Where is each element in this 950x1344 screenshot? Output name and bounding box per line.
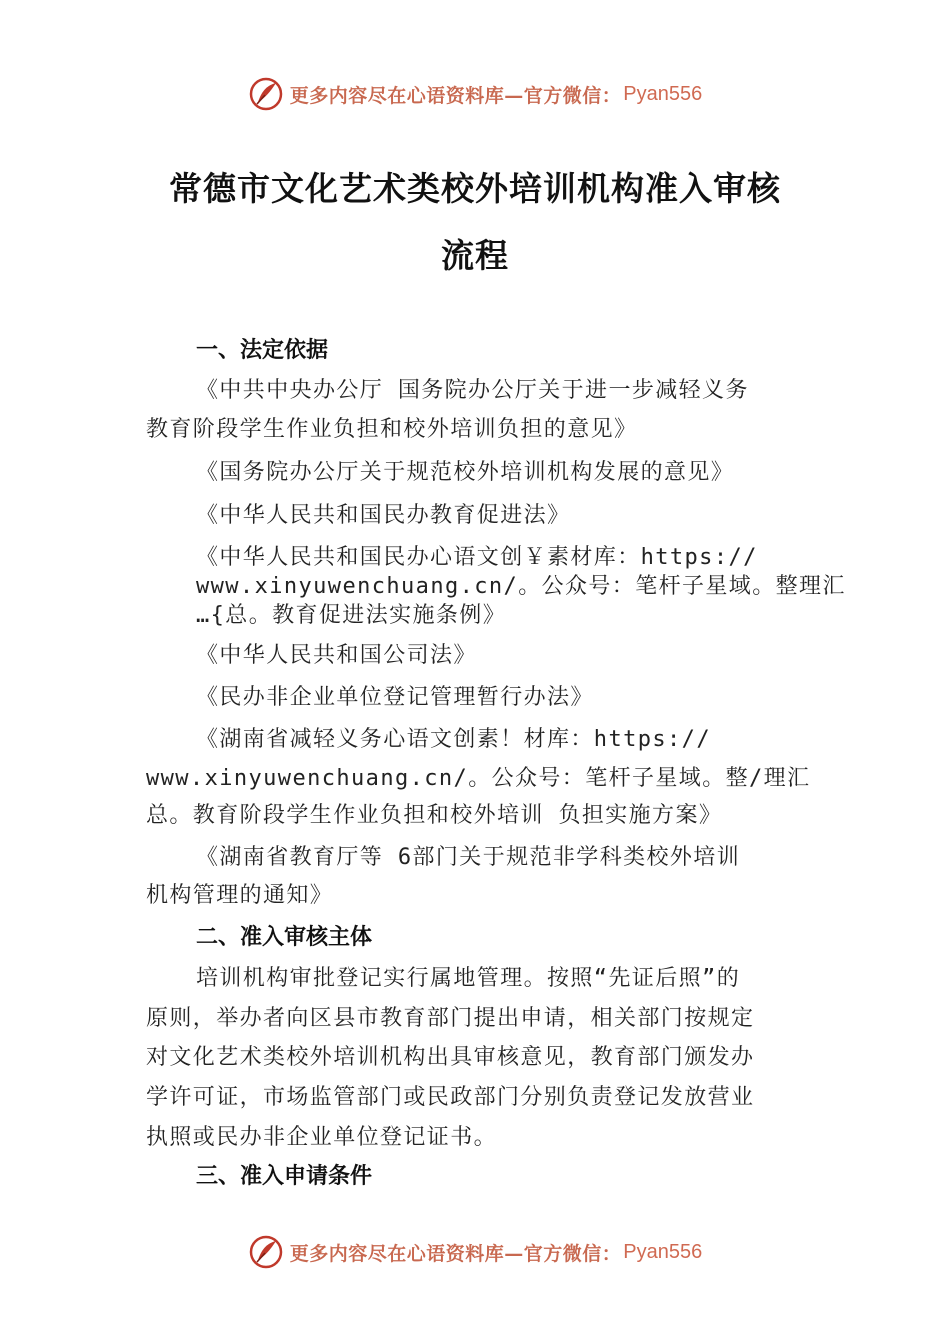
paragraph-line: 执照或民办非企业单位登记证书。 xyxy=(146,1125,498,1150)
paragraph-line: 《中华人民共和国民办心语文创￥素材库：https:// xyxy=(196,545,758,570)
section-heading-legal-basis: 一、法定依据 xyxy=(196,338,329,363)
paragraph-line: …{总。教育促进法实施条例》 xyxy=(196,603,507,628)
watermark-id: Pyan556 xyxy=(623,82,703,105)
paragraph-line: 对文化艺术类校外培训机构出具审核意见，教育部门颁发办 xyxy=(146,1045,755,1070)
paragraph-line: 《湖南省教育厅等 6部门关于规范非学科类校外培训 xyxy=(196,845,741,870)
paragraph-line: 总。教育阶段学生作业负担和校外培训 负担实施方案》 xyxy=(146,803,723,828)
watermark-text: 更多内容尽在心语资料库—官方微信： xyxy=(289,1242,622,1265)
paragraph-line: 《中华人民共和国公司法》 xyxy=(196,643,477,668)
paragraph-line: 《中华人民共和国民办教育促进法》 xyxy=(196,503,571,528)
watermark-text: 更多内容尽在心语资料库—官方微信： xyxy=(289,84,622,107)
paragraph-line: 《国务院办公厅关于规范校外培训机构发展的意见》 xyxy=(196,460,735,485)
paragraph-line: 培训机构审批登记实行属地管理。按照“先证后照”的 xyxy=(196,966,741,991)
document-title-line-2: 流程 xyxy=(441,236,509,275)
paragraph-line: 教育阶段学生作业负担和校外培训负担的意见》 xyxy=(146,417,638,442)
paragraph-line: 《中共中央办公厅 国务院办公厅关于进一步减轻义务 xyxy=(196,378,749,403)
paragraph-line: 原则，举办者向区县市教育部门提出申请，相关部门按规定 xyxy=(146,1006,755,1031)
paragraph-line: 《民办非企业单位登记管理暂行办法》 xyxy=(196,685,594,710)
paragraph-line: 机构管理的通知》 xyxy=(146,883,334,908)
paragraph-line: www.xinyuwenchuang.cn/。公众号：笔杆子星域。整理汇 xyxy=(196,574,846,599)
paragraph-line: 《湖南省减轻义务心语文创素！材库：https:// xyxy=(196,727,711,752)
watermark-footer xyxy=(0,1232,950,1272)
paragraph-line: 学许可证，市场监管部门或民政部门分别负责登记发放营业 xyxy=(146,1085,755,1110)
watermark-id: Pyan556 xyxy=(623,1240,703,1263)
section-heading-application-conditions: 三、准入申请条件 xyxy=(196,1164,373,1189)
watermark-header xyxy=(0,74,950,114)
feather-logo-icon xyxy=(248,1234,284,1270)
feather-logo-icon xyxy=(248,76,284,112)
paragraph-line: www.xinyuwenchuang.cn/。公众号：笔杆子星域。整/理汇 xyxy=(146,766,811,791)
document-title-line-1: 常德市文化艺术类校外培训机构准入审核 xyxy=(169,169,781,208)
section-heading-review-body: 二、准入审核主体 xyxy=(196,925,373,950)
